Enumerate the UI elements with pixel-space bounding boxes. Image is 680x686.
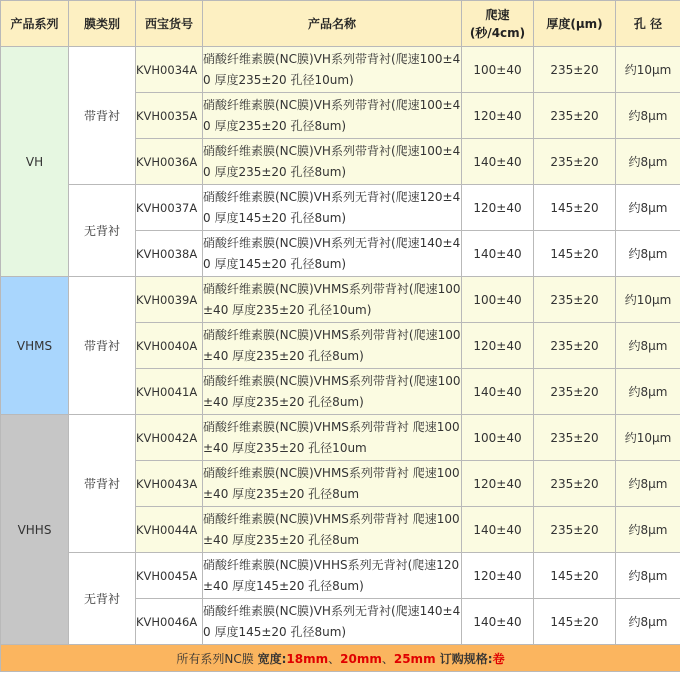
thickness-cell: 145±20: [534, 599, 616, 645]
footer-width-18: 18mm: [286, 651, 329, 666]
thickness-cell: 145±20: [534, 231, 616, 277]
pore-cell: 约8μm: [616, 553, 680, 599]
speed-cell: 140±40: [462, 139, 534, 185]
header-pore: 孔 径: [616, 1, 680, 47]
header-series: 产品系列: [1, 1, 69, 47]
name-cell: 硝酸纤维素膜(NC膜)VH系列无背衬(爬速140±40 厚度145±20 孔径8um): [203, 231, 462, 277]
name-cell: 硝酸纤维素膜(NC膜)VHMS系列带背衬 爬速100±40 厚度235±20 孔径8um: [203, 507, 462, 553]
table-row: [1, 553, 680, 599]
speed-cell: 140±40: [462, 507, 534, 553]
name-cell: 硝酸纤维素膜(NC膜)VHHS系列无背衬(爬速120±40 厚度145±20 孔径8um): [203, 553, 462, 599]
pore-cell: 约8μm: [616, 369, 680, 415]
code-cell: KVH0041A: [136, 369, 203, 415]
table-row: [1, 277, 680, 323]
header-thickness: 厚度(μm): [534, 1, 616, 47]
header-speed-line1: 爬速: [485, 7, 510, 22]
code-cell: KVH0044A: [136, 507, 203, 553]
thickness-cell: 145±20: [534, 553, 616, 599]
membrane-type-cell: 带背衬: [69, 277, 136, 415]
thickness-cell: 235±20: [534, 507, 616, 553]
code-cell: KVH0042A: [136, 415, 203, 461]
name-cell: 硝酸纤维素膜(NC膜)VHMS系列带背衬(爬速100±40 厚度235±20 孔径10um): [203, 277, 462, 323]
pore-cell: 约8μm: [616, 139, 680, 185]
thickness-cell: 235±20: [534, 415, 616, 461]
code-cell: KVH0038A: [136, 231, 203, 277]
name-cell: 硝酸纤维素膜(NC膜)VHMS系列带背衬(爬速100±40 厚度235±20 孔径8um): [203, 369, 462, 415]
header-code: 西宝货号: [136, 1, 203, 47]
name-cell: 硝酸纤维素膜(NC膜)VH系列带背衬(爬速100±40 厚度235±20 孔径10um): [203, 47, 462, 93]
footer-spec-value: 卷: [492, 651, 505, 666]
name-cell: 硝酸纤维素膜(NC膜)VH系列带背衬(爬速100±40 厚度235±20 孔径8um): [203, 139, 462, 185]
pore-cell: 约8μm: [616, 231, 680, 277]
table-row: [1, 47, 680, 93]
membrane-type-cell: 带背衬: [69, 415, 136, 553]
membrane-type-cell: 带背衬: [69, 47, 136, 185]
pore-cell: 约8μm: [616, 323, 680, 369]
footer-width-label: 宽度:: [257, 651, 287, 666]
speed-cell: 120±40: [462, 323, 534, 369]
pore-cell: 约8μm: [616, 507, 680, 553]
series-cell-vhms: VHMS: [1, 277, 69, 415]
code-cell: KVH0040A: [136, 323, 203, 369]
speed-cell: 100±40: [462, 415, 534, 461]
pore-cell: 约8μm: [616, 185, 680, 231]
name-cell: 硝酸纤维素膜(NC膜)VHMS系列带背衬(爬速100±40 厚度235±20 孔径8um): [203, 323, 462, 369]
footer-row: [1, 645, 680, 672]
membrane-type-cell: 无背衬: [69, 185, 136, 277]
pore-cell: 约8μm: [616, 461, 680, 507]
name-cell: 硝酸纤维素膜(NC膜)VHMS系列带背衬 爬速100±40 厚度235±20 孔径10um: [203, 415, 462, 461]
header-speed: [462, 1, 534, 47]
speed-cell: 140±40: [462, 599, 534, 645]
thickness-cell: 235±20: [534, 277, 616, 323]
footer-note: [1, 645, 680, 672]
code-cell: KVH0046A: [136, 599, 203, 645]
code-cell: KVH0039A: [136, 277, 203, 323]
footer-width-25: 25mm: [393, 651, 436, 666]
membrane-type-cell: 无背衬: [69, 553, 136, 645]
thickness-cell: 235±20: [534, 461, 616, 507]
header-row: [1, 1, 680, 47]
table-row: [1, 415, 680, 461]
speed-cell: 140±40: [462, 231, 534, 277]
footer-spec-label: 订购规格:: [435, 651, 493, 666]
thickness-cell: 145±20: [534, 185, 616, 231]
footer-prefix: 所有系列NC膜: [176, 651, 258, 666]
speed-cell: 100±40: [462, 47, 534, 93]
pore-cell: 约10μm: [616, 415, 680, 461]
code-cell: KVH0036A: [136, 139, 203, 185]
thickness-cell: 235±20: [534, 47, 616, 93]
name-cell: 硝酸纤维素膜(NC膜)VH系列无背衬(爬速120±40 厚度145±20 孔径8um): [203, 185, 462, 231]
header-speed-line2: (秒/4cm): [469, 25, 526, 40]
code-cell: KVH0037A: [136, 185, 203, 231]
pore-cell: 约10μm: [616, 277, 680, 323]
name-cell: 硝酸纤维素膜(NC膜)VH系列带背衬(爬速100±40 厚度235±20 孔径8um): [203, 93, 462, 139]
thickness-cell: 235±20: [534, 369, 616, 415]
speed-cell: 120±40: [462, 93, 534, 139]
code-cell: KVH0035A: [136, 93, 203, 139]
thickness-cell: 235±20: [534, 323, 616, 369]
pore-cell: 约8μm: [616, 599, 680, 645]
speed-cell: 120±40: [462, 553, 534, 599]
code-cell: KVH0043A: [136, 461, 203, 507]
code-cell: KVH0045A: [136, 553, 203, 599]
header-name: 产品名称: [203, 1, 462, 47]
speed-cell: 140±40: [462, 369, 534, 415]
speed-cell: 100±40: [462, 277, 534, 323]
footer-width-20: 20mm: [340, 651, 382, 666]
speed-cell: 120±40: [462, 461, 534, 507]
series-cell-vh: VH: [1, 47, 69, 277]
thickness-cell: 235±20: [534, 139, 616, 185]
name-cell: 硝酸纤维素膜(NC膜)VH系列无背衬(爬速140±40 厚度145±20 孔径8um): [203, 599, 462, 645]
name-cell: 硝酸纤维素膜(NC膜)VHMS系列带背衬 爬速100±40 厚度235±20 孔径8um: [203, 461, 462, 507]
thickness-cell: 235±20: [534, 93, 616, 139]
pore-cell: 约10μm: [616, 47, 680, 93]
footer-sep: 、: [328, 651, 341, 666]
speed-cell: 120±40: [462, 185, 534, 231]
pore-cell: 约8μm: [616, 93, 680, 139]
code-cell: KVH0034A: [136, 47, 203, 93]
table-row: [1, 185, 680, 231]
series-cell-vhhs: VHHS: [1, 415, 69, 645]
header-membrane-type: 膜类别: [69, 1, 136, 47]
footer-sep: 、: [381, 651, 394, 666]
